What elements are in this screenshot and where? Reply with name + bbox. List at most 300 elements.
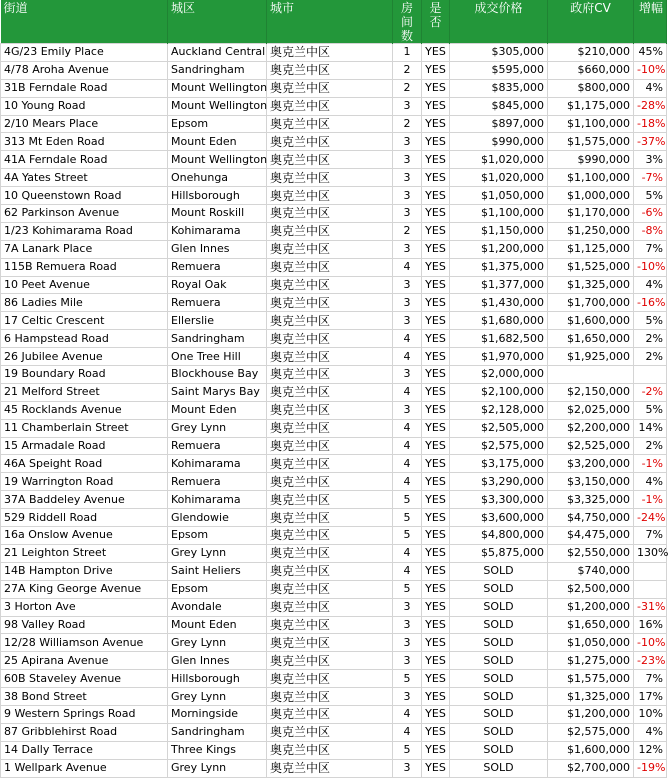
cell-city[interactable]: 奥克兰中区 — [267, 634, 393, 652]
cell-suburb[interactable]: Grey Lynn — [168, 688, 267, 706]
cell-cv[interactable]: $1,600,000 — [548, 312, 634, 330]
cell-cv[interactable]: $1,200,000 — [548, 598, 634, 616]
cell-beds[interactable]: 3 — [393, 634, 422, 652]
cell-suburb[interactable]: Mount Eden — [168, 133, 267, 151]
cell-city[interactable]: 奥克兰中区 — [267, 366, 393, 384]
cell-city[interactable]: 奥克兰中区 — [267, 652, 393, 670]
cell-street[interactable]: 38 Bond Street — [1, 688, 168, 706]
cell-cv[interactable]: $1,050,000 — [548, 634, 634, 652]
cell-city[interactable]: 奥克兰中区 — [267, 509, 393, 527]
cell-beds[interactable]: 4 — [393, 455, 422, 473]
cell-street[interactable]: 31B Ferndale Road — [1, 79, 168, 97]
cell-growth[interactable]: 4% — [634, 723, 667, 741]
cell-cv[interactable]: $990,000 — [548, 151, 634, 169]
cell-cv[interactable]: $1,275,000 — [548, 652, 634, 670]
header-suburb[interactable]: 城区 — [168, 0, 267, 44]
cell-price[interactable]: SOLD — [450, 598, 548, 616]
header-street[interactable]: 街道 — [1, 0, 168, 44]
cell-city[interactable]: 奥克兰中区 — [267, 187, 393, 205]
cell-suburb[interactable]: Mount Roskill — [168, 205, 267, 223]
cell-cv[interactable]: $1,325,000 — [548, 688, 634, 706]
cell-beds[interactable]: 1 — [393, 44, 422, 62]
cell-city[interactable]: 奥克兰中区 — [267, 97, 393, 115]
cell-price[interactable]: $1,680,000 — [450, 312, 548, 330]
cell-city[interactable]: 奥克兰中区 — [267, 437, 393, 455]
cell-street[interactable]: 14 Dally Terrace — [1, 741, 168, 759]
cell-growth[interactable]: -19% — [634, 759, 667, 777]
cell-sold[interactable]: YES — [422, 44, 450, 62]
header-sold[interactable]: 是否 — [422, 0, 450, 44]
cell-suburb[interactable]: Epsom — [168, 115, 267, 133]
cell-beds[interactable]: 4 — [393, 705, 422, 723]
cell-sold[interactable]: YES — [422, 688, 450, 706]
cell-street[interactable]: 2/10 Mears Place — [1, 115, 168, 133]
cell-sold[interactable]: YES — [422, 366, 450, 384]
cell-sold[interactable]: YES — [422, 383, 450, 401]
cell-suburb[interactable]: Three Kings — [168, 741, 267, 759]
cell-price[interactable]: $1,970,000 — [450, 348, 548, 366]
cell-beds[interactable]: 3 — [393, 240, 422, 258]
cell-suburb[interactable]: Grey Lynn — [168, 634, 267, 652]
cell-price[interactable]: SOLD — [450, 759, 548, 777]
cell-suburb[interactable]: Mount Eden — [168, 401, 267, 419]
cell-sold[interactable]: YES — [422, 348, 450, 366]
cell-sold[interactable]: YES — [422, 97, 450, 115]
cell-sold[interactable]: YES — [422, 240, 450, 258]
cell-city[interactable]: 奥克兰中区 — [267, 222, 393, 240]
cell-growth[interactable]: 10% — [634, 705, 667, 723]
cell-beds[interactable]: 3 — [393, 187, 422, 205]
cell-beds[interactable]: 5 — [393, 527, 422, 545]
cell-growth[interactable]: 2% — [634, 437, 667, 455]
cell-growth[interactable]: -2% — [634, 383, 667, 401]
cell-beds[interactable]: 3 — [393, 616, 422, 634]
cell-cv[interactable]: $1,575,000 — [548, 670, 634, 688]
cell-sold[interactable]: YES — [422, 527, 450, 545]
cell-growth[interactable]: -18% — [634, 115, 667, 133]
cell-street[interactable]: 86 Ladies Mile — [1, 294, 168, 312]
cell-sold[interactable]: YES — [422, 437, 450, 455]
cell-street[interactable]: 529 Riddell Road — [1, 509, 168, 527]
cell-sold[interactable]: YES — [422, 616, 450, 634]
cell-growth[interactable]: 3% — [634, 151, 667, 169]
cell-sold[interactable]: YES — [422, 151, 450, 169]
cell-beds[interactable]: 4 — [393, 330, 422, 348]
cell-suburb[interactable]: Epsom — [168, 580, 267, 598]
cell-price[interactable]: $1,150,000 — [450, 222, 548, 240]
cell-growth[interactable]: -31% — [634, 598, 667, 616]
cell-suburb[interactable]: Royal Oak — [168, 276, 267, 294]
cell-sold[interactable]: YES — [422, 544, 450, 562]
cell-beds[interactable]: 4 — [393, 348, 422, 366]
cell-sold[interactable]: YES — [422, 723, 450, 741]
cell-city[interactable]: 奥克兰中区 — [267, 258, 393, 276]
cell-city[interactable]: 奥克兰中区 — [267, 312, 393, 330]
cell-cv[interactable]: $660,000 — [548, 61, 634, 79]
cell-street[interactable]: 313 Mt Eden Road — [1, 133, 168, 151]
cell-sold[interactable]: YES — [422, 473, 450, 491]
cell-sold[interactable]: YES — [422, 169, 450, 187]
cell-price[interactable]: $2,128,000 — [450, 401, 548, 419]
cell-beds[interactable]: 2 — [393, 222, 422, 240]
cell-cv[interactable]: $1,525,000 — [548, 258, 634, 276]
cell-growth[interactable]: -10% — [634, 634, 667, 652]
cell-city[interactable]: 奥克兰中区 — [267, 723, 393, 741]
cell-suburb[interactable]: Ellerslie — [168, 312, 267, 330]
cell-suburb[interactable]: Kohimarama — [168, 455, 267, 473]
cell-growth[interactable]: 2% — [634, 348, 667, 366]
cell-price[interactable]: $595,000 — [450, 61, 548, 79]
cell-suburb[interactable]: Mount Wellington — [168, 79, 267, 97]
cell-price[interactable]: SOLD — [450, 562, 548, 580]
cell-beds[interactable]: 4 — [393, 473, 422, 491]
cell-price[interactable]: $845,000 — [450, 97, 548, 115]
cell-growth[interactable]: 5% — [634, 187, 667, 205]
cell-street[interactable]: 11 Chamberlain Street — [1, 419, 168, 437]
cell-city[interactable]: 奥克兰中区 — [267, 473, 393, 491]
cell-street[interactable]: 21 Leighton Street — [1, 544, 168, 562]
cell-street[interactable]: 16a Onslow Avenue — [1, 527, 168, 545]
cell-beds[interactable]: 4 — [393, 723, 422, 741]
cell-growth[interactable] — [634, 580, 667, 598]
cell-street[interactable]: 98 Valley Road — [1, 616, 168, 634]
cell-suburb[interactable]: Remuera — [168, 294, 267, 312]
cell-suburb[interactable]: Sandringham — [168, 330, 267, 348]
cell-cv[interactable]: $2,550,000 — [548, 544, 634, 562]
cell-cv[interactable]: $1,650,000 — [548, 616, 634, 634]
cell-growth[interactable]: -6% — [634, 205, 667, 223]
cell-cv[interactable]: $3,325,000 — [548, 491, 634, 509]
cell-cv[interactable]: $2,575,000 — [548, 723, 634, 741]
cell-beds[interactable]: 2 — [393, 115, 422, 133]
cell-sold[interactable]: YES — [422, 294, 450, 312]
cell-beds[interactable]: 4 — [393, 258, 422, 276]
cell-cv[interactable]: $1,125,000 — [548, 240, 634, 258]
cell-suburb[interactable]: Grey Lynn — [168, 419, 267, 437]
cell-growth[interactable] — [634, 366, 667, 384]
cell-city[interactable]: 奥克兰中区 — [267, 330, 393, 348]
cell-beds[interactable]: 3 — [393, 97, 422, 115]
cell-price[interactable]: $3,300,000 — [450, 491, 548, 509]
cell-suburb[interactable]: Mount Wellington — [168, 97, 267, 115]
cell-sold[interactable]: YES — [422, 205, 450, 223]
cell-sold[interactable]: YES — [422, 670, 450, 688]
cell-cv[interactable]: $1,175,000 — [548, 97, 634, 115]
cell-street[interactable]: 14B Hampton Drive — [1, 562, 168, 580]
cell-beds[interactable]: 4 — [393, 419, 422, 437]
cell-price[interactable]: $3,290,000 — [450, 473, 548, 491]
cell-street[interactable]: 10 Young Road — [1, 97, 168, 115]
cell-suburb[interactable]: Sandringham — [168, 723, 267, 741]
cell-growth[interactable]: 4% — [634, 473, 667, 491]
cell-sold[interactable]: YES — [422, 276, 450, 294]
cell-street[interactable]: 9 Western Springs Road — [1, 705, 168, 723]
cell-price[interactable]: $305,000 — [450, 44, 548, 62]
cell-cv[interactable]: $2,500,000 — [548, 580, 634, 598]
cell-street[interactable]: 19 Warrington Road — [1, 473, 168, 491]
cell-city[interactable]: 奥克兰中区 — [267, 401, 393, 419]
cell-city[interactable]: 奥克兰中区 — [267, 44, 393, 62]
cell-price[interactable]: $1,200,000 — [450, 240, 548, 258]
cell-sold[interactable]: YES — [422, 419, 450, 437]
cell-growth[interactable]: -37% — [634, 133, 667, 151]
cell-city[interactable]: 奥克兰中区 — [267, 759, 393, 777]
cell-cv[interactable]: $3,200,000 — [548, 455, 634, 473]
cell-cv[interactable]: $1,650,000 — [548, 330, 634, 348]
cell-price[interactable]: $835,000 — [450, 79, 548, 97]
cell-growth[interactable]: 12% — [634, 741, 667, 759]
cell-suburb[interactable]: Kohimarama — [168, 491, 267, 509]
cell-suburb[interactable]: Auckland Central — [168, 44, 267, 62]
cell-price[interactable]: $2,100,000 — [450, 383, 548, 401]
cell-suburb[interactable]: Glen Innes — [168, 240, 267, 258]
cell-growth[interactable]: 17% — [634, 688, 667, 706]
cell-cv[interactable]: $210,000 — [548, 44, 634, 62]
cell-growth[interactable]: -16% — [634, 294, 667, 312]
cell-sold[interactable]: YES — [422, 705, 450, 723]
cell-cv[interactable]: $1,700,000 — [548, 294, 634, 312]
cell-price[interactable]: SOLD — [450, 652, 548, 670]
cell-cv[interactable]: $2,200,000 — [548, 419, 634, 437]
cell-street[interactable]: 26 Jubilee Avenue — [1, 348, 168, 366]
cell-sold[interactable]: YES — [422, 580, 450, 598]
cell-beds[interactable]: 3 — [393, 598, 422, 616]
cell-sold[interactable]: YES — [422, 115, 450, 133]
cell-street[interactable]: 15 Armadale Road — [1, 437, 168, 455]
cell-city[interactable]: 奥克兰中区 — [267, 115, 393, 133]
cell-city[interactable]: 奥克兰中区 — [267, 79, 393, 97]
cell-cv[interactable]: $1,000,000 — [548, 187, 634, 205]
cell-growth[interactable]: -7% — [634, 169, 667, 187]
cell-city[interactable]: 奥克兰中区 — [267, 419, 393, 437]
cell-suburb[interactable]: Remuera — [168, 258, 267, 276]
cell-street[interactable]: 25 Apirana Avenue — [1, 652, 168, 670]
cell-street[interactable]: 46A Speight Road — [1, 455, 168, 473]
cell-beds[interactable]: 4 — [393, 562, 422, 580]
cell-cv[interactable] — [548, 366, 634, 384]
cell-street[interactable]: 10 Queenstown Road — [1, 187, 168, 205]
cell-suburb[interactable]: Avondale — [168, 598, 267, 616]
cell-sold[interactable]: YES — [422, 79, 450, 97]
cell-street[interactable]: 87 Gribblehirst Road — [1, 723, 168, 741]
cell-growth[interactable]: 2% — [634, 330, 667, 348]
cell-growth[interactable]: -1% — [634, 491, 667, 509]
cell-city[interactable]: 奥克兰中区 — [267, 294, 393, 312]
header-beds[interactable]: 房间数 — [393, 0, 422, 44]
cell-price[interactable]: $1,377,000 — [450, 276, 548, 294]
cell-city[interactable]: 奥克兰中区 — [267, 527, 393, 545]
cell-beds[interactable]: 5 — [393, 580, 422, 598]
cell-price[interactable]: SOLD — [450, 741, 548, 759]
cell-street[interactable]: 27A King George Avenue — [1, 580, 168, 598]
cell-cv[interactable]: $1,575,000 — [548, 133, 634, 151]
cell-city[interactable]: 奥克兰中区 — [267, 61, 393, 79]
cell-price[interactable]: $4,800,000 — [450, 527, 548, 545]
cell-growth[interactable]: 45% — [634, 44, 667, 62]
cell-sold[interactable]: YES — [422, 741, 450, 759]
cell-street[interactable]: 45 Rocklands Avenue — [1, 401, 168, 419]
cell-beds[interactable]: 4 — [393, 383, 422, 401]
cell-cv[interactable]: $4,475,000 — [548, 527, 634, 545]
cell-beds[interactable]: 4 — [393, 437, 422, 455]
cell-growth[interactable]: 7% — [634, 240, 667, 258]
cell-cv[interactable]: $2,525,000 — [548, 437, 634, 455]
cell-price[interactable]: SOLD — [450, 634, 548, 652]
cell-city[interactable]: 奥克兰中区 — [267, 383, 393, 401]
cell-street[interactable]: 21 Melford Street — [1, 383, 168, 401]
cell-price[interactable]: SOLD — [450, 616, 548, 634]
cell-beds[interactable]: 5 — [393, 670, 422, 688]
cell-cv[interactable]: $1,170,000 — [548, 205, 634, 223]
cell-sold[interactable]: YES — [422, 562, 450, 580]
cell-suburb[interactable]: Blockhouse Bay — [168, 366, 267, 384]
cell-street[interactable]: 19 Boundary Road — [1, 366, 168, 384]
cell-sold[interactable]: YES — [422, 491, 450, 509]
cell-suburb[interactable]: Saint Heliers — [168, 562, 267, 580]
cell-sold[interactable]: YES — [422, 258, 450, 276]
cell-beds[interactable]: 3 — [393, 133, 422, 151]
cell-city[interactable]: 奥克兰中区 — [267, 544, 393, 562]
cell-sold[interactable]: YES — [422, 652, 450, 670]
cell-growth[interactable]: -10% — [634, 61, 667, 79]
cell-street[interactable]: 115B Remuera Road — [1, 258, 168, 276]
cell-city[interactable]: 奥克兰中区 — [267, 133, 393, 151]
cell-beds[interactable]: 3 — [393, 205, 422, 223]
cell-sold[interactable]: YES — [422, 634, 450, 652]
cell-price[interactable]: $1,430,000 — [450, 294, 548, 312]
cell-price[interactable]: SOLD — [450, 670, 548, 688]
cell-sold[interactable]: YES — [422, 598, 450, 616]
header-city[interactable]: 城市 — [267, 0, 393, 44]
cell-growth[interactable]: 14% — [634, 419, 667, 437]
cell-price[interactable]: $2,575,000 — [450, 437, 548, 455]
cell-cv[interactable]: $4,750,000 — [548, 509, 634, 527]
cell-price[interactable]: $5,875,000 — [450, 544, 548, 562]
cell-growth[interactable]: 4% — [634, 79, 667, 97]
cell-street[interactable]: 60B Staveley Avenue — [1, 670, 168, 688]
cell-suburb[interactable]: Onehunga — [168, 169, 267, 187]
cell-city[interactable]: 奥克兰中区 — [267, 276, 393, 294]
cell-cv[interactable]: $2,700,000 — [548, 759, 634, 777]
cell-city[interactable]: 奥克兰中区 — [267, 705, 393, 723]
cell-street[interactable]: 4G/23 Emily Place — [1, 44, 168, 62]
cell-growth[interactable] — [634, 562, 667, 580]
cell-street[interactable]: 4A Yates Street — [1, 169, 168, 187]
cell-sold[interactable]: YES — [422, 222, 450, 240]
cell-city[interactable]: 奥克兰中区 — [267, 348, 393, 366]
cell-beds[interactable]: 5 — [393, 509, 422, 527]
cell-growth[interactable]: 16% — [634, 616, 667, 634]
cell-suburb[interactable]: Epsom — [168, 527, 267, 545]
cell-beds[interactable]: 3 — [393, 688, 422, 706]
cell-beds[interactable]: 2 — [393, 79, 422, 97]
cell-suburb[interactable]: Mount Eden — [168, 616, 267, 634]
cell-growth[interactable]: -28% — [634, 97, 667, 115]
cell-price[interactable]: $1,682,500 — [450, 330, 548, 348]
cell-suburb[interactable]: Glen Innes — [168, 652, 267, 670]
cell-suburb[interactable]: Remuera — [168, 437, 267, 455]
cell-cv[interactable]: $3,150,000 — [548, 473, 634, 491]
cell-beds[interactable]: 3 — [393, 169, 422, 187]
cell-price[interactable]: $1,100,000 — [450, 205, 548, 223]
cell-suburb[interactable]: Mount Wellington — [168, 151, 267, 169]
cell-street[interactable]: 12/28 Williamson Avenue — [1, 634, 168, 652]
cell-growth[interactable]: -10% — [634, 258, 667, 276]
cell-suburb[interactable]: Saint Marys Bay — [168, 383, 267, 401]
cell-beds[interactable]: 5 — [393, 741, 422, 759]
cell-sold[interactable]: YES — [422, 330, 450, 348]
cell-growth[interactable]: -23% — [634, 652, 667, 670]
cell-suburb[interactable]: Kohimarama — [168, 222, 267, 240]
cell-growth[interactable]: 5% — [634, 312, 667, 330]
cell-price[interactable]: $990,000 — [450, 133, 548, 151]
header-growth[interactable]: 增幅 — [634, 0, 667, 44]
cell-price[interactable]: $1,020,000 — [450, 169, 548, 187]
cell-city[interactable]: 奥克兰中区 — [267, 151, 393, 169]
cell-suburb[interactable]: Grey Lynn — [168, 759, 267, 777]
cell-city[interactable]: 奥克兰中区 — [267, 688, 393, 706]
cell-cv[interactable]: $1,925,000 — [548, 348, 634, 366]
cell-street[interactable]: 4/78 Aroha Avenue — [1, 61, 168, 79]
cell-cv[interactable]: $1,325,000 — [548, 276, 634, 294]
cell-beds[interactable]: 3 — [393, 759, 422, 777]
cell-sold[interactable]: YES — [422, 509, 450, 527]
cell-suburb[interactable]: Remuera — [168, 473, 267, 491]
header-price[interactable]: 成交价格 — [450, 0, 548, 44]
cell-growth[interactable]: 5% — [634, 401, 667, 419]
cell-street[interactable]: 1/23 Kohimarama Road — [1, 222, 168, 240]
cell-city[interactable]: 奥克兰中区 — [267, 240, 393, 258]
cell-price[interactable]: $3,600,000 — [450, 509, 548, 527]
cell-cv[interactable]: $1,250,000 — [548, 222, 634, 240]
cell-cv[interactable]: $1,600,000 — [548, 741, 634, 759]
cell-sold[interactable]: YES — [422, 312, 450, 330]
cell-street[interactable]: 17 Celtic Crescent — [1, 312, 168, 330]
cell-suburb[interactable]: Sandringham — [168, 61, 267, 79]
cell-street[interactable]: 41A Ferndale Road — [1, 151, 168, 169]
cell-city[interactable]: 奥克兰中区 — [267, 205, 393, 223]
cell-sold[interactable]: YES — [422, 401, 450, 419]
cell-price[interactable]: $3,175,000 — [450, 455, 548, 473]
cell-cv[interactable]: $2,150,000 — [548, 383, 634, 401]
cell-price[interactable]: SOLD — [450, 580, 548, 598]
cell-street[interactable]: 6 Hampstead Road — [1, 330, 168, 348]
cell-growth[interactable]: -24% — [634, 509, 667, 527]
cell-sold[interactable]: YES — [422, 187, 450, 205]
cell-suburb[interactable]: Morningside — [168, 705, 267, 723]
cell-price[interactable]: SOLD — [450, 688, 548, 706]
cell-cv[interactable]: $1,200,000 — [548, 705, 634, 723]
cell-city[interactable]: 奥克兰中区 — [267, 562, 393, 580]
cell-price[interactable]: $1,020,000 — [450, 151, 548, 169]
cell-sold[interactable]: YES — [422, 455, 450, 473]
cell-growth[interactable]: -1% — [634, 455, 667, 473]
cell-street[interactable]: 3 Horton Ave — [1, 598, 168, 616]
cell-city[interactable]: 奥克兰中区 — [267, 455, 393, 473]
cell-price[interactable]: SOLD — [450, 723, 548, 741]
cell-street[interactable]: 10 Peet Avenue — [1, 276, 168, 294]
cell-price[interactable]: $1,050,000 — [450, 187, 548, 205]
cell-beds[interactable]: 3 — [393, 276, 422, 294]
cell-sold[interactable]: YES — [422, 759, 450, 777]
cell-beds[interactable]: 3 — [393, 312, 422, 330]
cell-city[interactable]: 奥克兰中区 — [267, 580, 393, 598]
cell-beds[interactable]: 3 — [393, 401, 422, 419]
cell-suburb[interactable]: Glendowie — [168, 509, 267, 527]
cell-sold[interactable]: YES — [422, 133, 450, 151]
cell-cv[interactable]: $800,000 — [548, 79, 634, 97]
cell-beds[interactable]: 3 — [393, 366, 422, 384]
